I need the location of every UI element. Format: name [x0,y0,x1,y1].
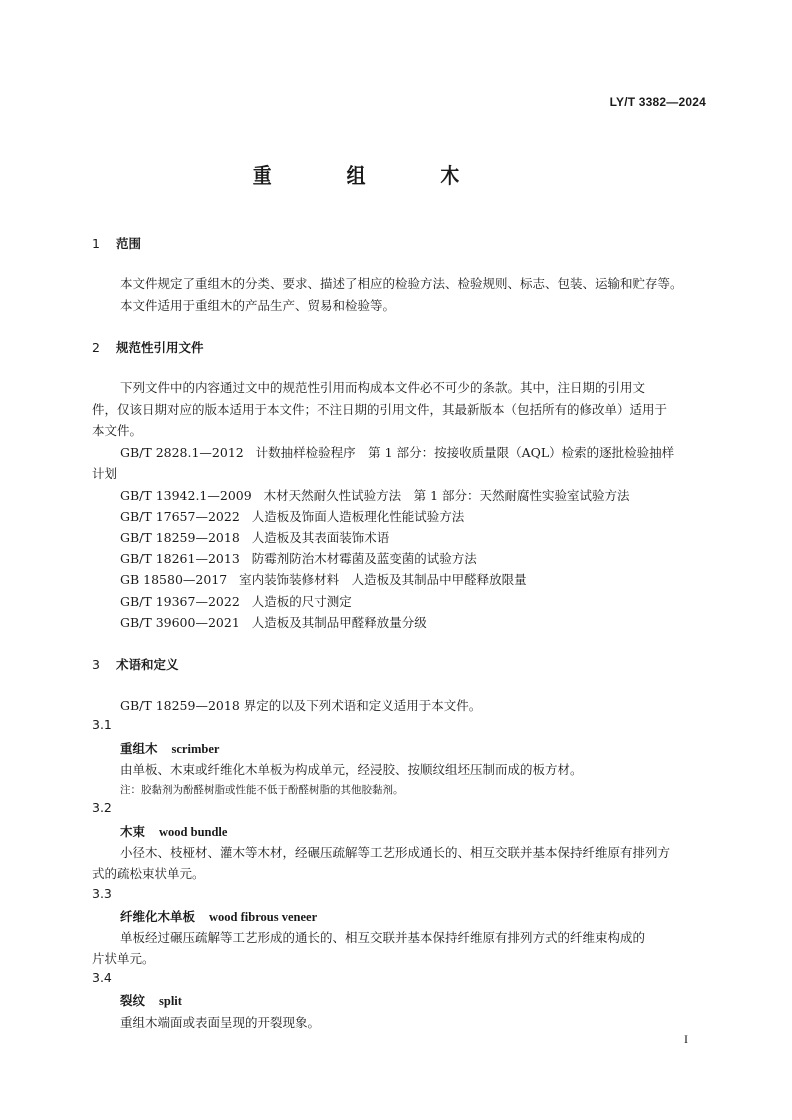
term-heading [120,907,317,925]
term-en: split [159,994,182,1008]
reference-code: GB 18580—2017 [120,572,228,587]
standard-number: LY/T 3382—2024 [609,95,706,109]
section-title: 范围 [116,236,142,251]
reference-item [120,528,389,546]
reference-title: 人造板及其表面装饰术语 [251,530,390,545]
section-2-heading [92,338,204,356]
reference-title: 人造板及其制品甲醛释放量分级 [251,615,427,630]
reference-item [120,507,464,525]
term-zh: 裂纹 [120,993,146,1008]
term-zh: 重组木 [120,741,158,756]
term-en: scrimber [171,742,220,756]
term-heading [120,991,182,1009]
term-note: 注：胶黏剂为酚醛树脂或性能不低于酚醛树脂的其他胶黏剂。 [120,784,404,796]
term-definition: 由单板、木束或纤维化木单板为构成单元，经浸胶、按顺纹组坯压制而成的板方材。 [120,762,583,777]
reference-code: GB/T 39600—2021 [120,615,240,630]
reference-title-continued: 计划 [92,466,118,481]
paragraph-line: 下列文件中的内容通过文中的规范性引用而构成本文件必不可少的条款。其中，注日期的引用文 [120,380,646,395]
section-1-heading [92,234,141,252]
reference-item [120,486,630,504]
reference-item [120,592,352,610]
section-title: 规范性引用文件 [116,340,204,355]
reference-title: 木材天然耐久性试验方法 第 1 部分：天然耐腐性实验室试验方法 [263,488,630,503]
section-number: 2 [92,340,100,355]
term-heading [120,739,219,757]
section-title: 术语和定义 [116,657,179,672]
term-zh: 纤维化木单板 [120,909,196,924]
reference-item [120,549,477,567]
term-number: 3.4 [92,970,112,985]
reference-item [120,613,427,631]
document-title: 重 组 木 [252,164,494,188]
reference-code: GB/T 2828.1—2012 [120,445,244,460]
reference-code: GB/T 13942.1—2009 [120,488,252,503]
reference-item [120,570,527,588]
section-3-heading [92,655,179,673]
reference-item [120,443,674,461]
term-en: wood bundle [159,825,228,839]
term-number: 3.1 [92,717,112,732]
reference-code: GB/T 18259—2018 [120,530,240,545]
term-heading [120,822,227,840]
paragraph: 本文件适用于重组木的产品生产、贸易和检验等。 [120,298,396,313]
term-number: 3.3 [92,886,112,901]
paragraph: GB/T 18259—2018 界定的以及下列术语和定义适用于本文件。 [120,698,482,713]
paragraph-line: 件，仅该日期对应的版本适用于本文件；不注日期的引用文件，其最新版本（包括所有的修改单）适用于 [92,402,668,417]
paragraph-line: 本文件。 [92,423,143,438]
term-en: wood fibrous veneer [209,910,318,924]
term-definition: 重组木端面或表面呈现的开裂现象。 [120,1015,321,1030]
reference-title: 室内装饰装修材料 人造板及其制品中甲醛释放限量 [239,572,527,587]
reference-title: 防霉剂防治木材霉菌及蓝变菌的试验方法 [251,551,477,566]
reference-code: GB/T 18261—2013 [120,551,240,566]
term-definition-continued: 式的疏松束状单元。 [92,866,205,881]
term-definition: 单板经过碾压疏解等工艺形成的通长的、相互交联并基本保持纤维原有排列方式的纤维束构成的 [120,930,646,945]
term-number: 3.2 [92,800,112,815]
reference-title: 人造板的尺寸测定 [251,594,352,609]
term-zh: 木束 [120,824,146,839]
term-definition: 小径木、枝桠材、灌木等木材，经碾压疏解等工艺形成通长的、相互交联并基本保持纤维原有排列方 [120,845,671,860]
reference-title: 人造板及饰面人造板理化性能试验方法 [251,509,465,524]
reference-code: GB/T 19367—2022 [120,594,240,609]
term-definition-continued: 片状单元。 [92,951,155,966]
reference-code: GB/T 17657—2022 [120,509,240,524]
section-number: 1 [92,236,100,251]
section-number: 3 [92,657,100,672]
reference-title: 计数抽样检验程序 第 1 部分：按接收质量限（AQL）检索的逐批检验抽样 [255,445,675,460]
page-number: I [684,1032,688,1046]
paragraph: 本文件规定了重组木的分类、要求、描述了相应的检验方法、检验规则、标志、包装、运输和贮存等。 [120,276,683,291]
